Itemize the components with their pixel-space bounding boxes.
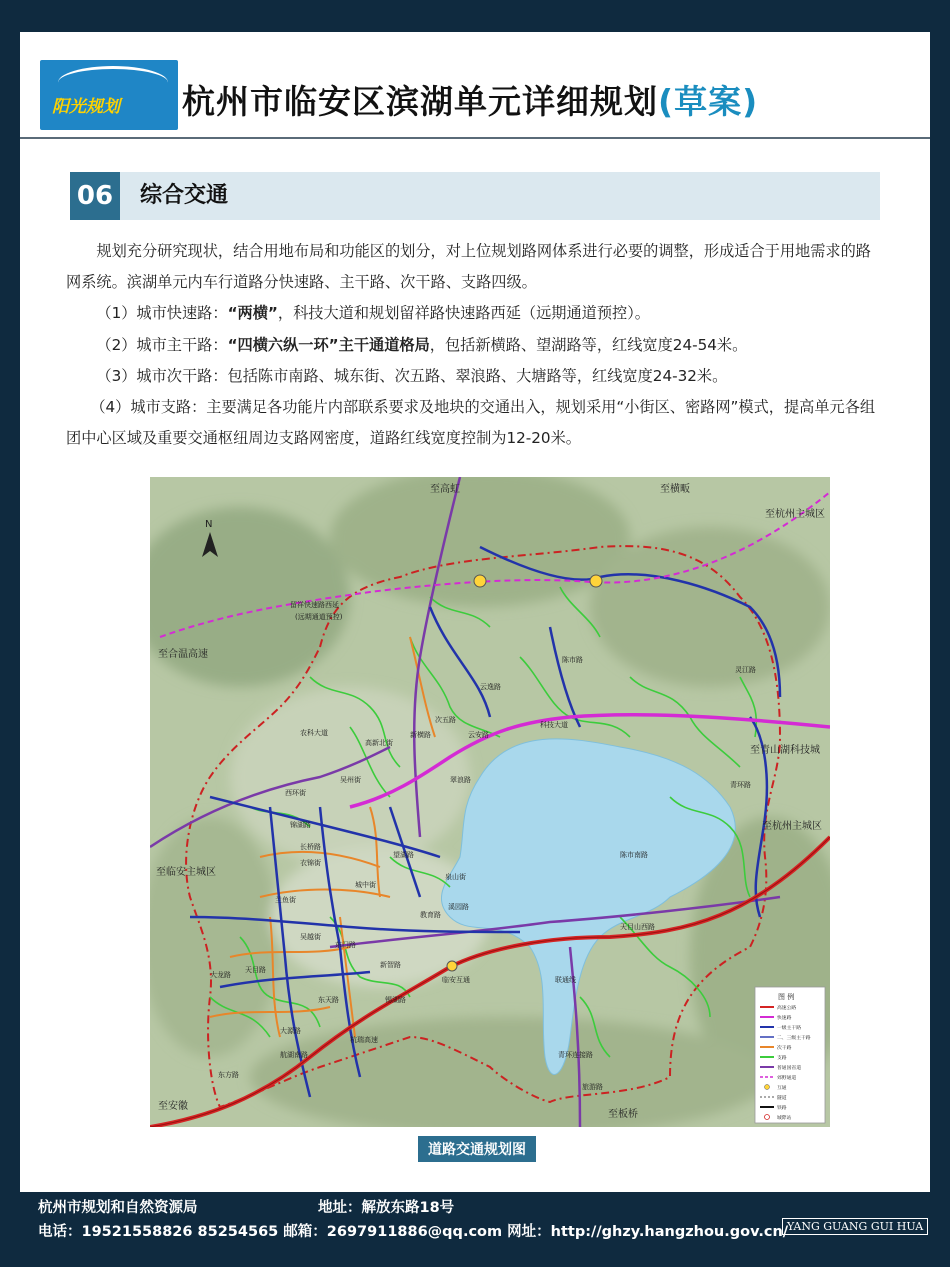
label-qinghuan: 青环路 <box>730 781 751 789</box>
header-divider <box>20 137 930 139</box>
label-chengzhong: 城中街 <box>355 881 376 889</box>
footer-agency: 杭州市规划和自然资源局 <box>38 1200 198 1216</box>
label-xihuan: 西环街 <box>285 789 306 797</box>
label-lingjiang: 灵江路 <box>735 666 756 674</box>
label-lvyou: 旅游路 <box>582 1083 603 1091</box>
page-panel <box>20 32 930 1192</box>
compass-label: N <box>205 519 213 530</box>
label-liuxiang-note: (远期通道预控) <box>295 613 343 621</box>
item-secondary-road: （3）城市次干路：包括陈市南路、城东街、次五路、翠浪路、大塘路等，红线宽度24-32米。 <box>96 366 728 385</box>
legend-item-suburban: 郊野通道 <box>777 1076 797 1081</box>
sunshine-planning-logo <box>40 60 178 130</box>
legend-item-main23: 二、三级主干路 <box>777 1036 811 1041</box>
legend-item-interchange: 互通 <box>777 1086 787 1091</box>
section-title: 综合交通 <box>140 183 229 208</box>
label-xihu: 锡湖路 <box>385 996 406 1004</box>
logo-text: 阳光规划 <box>52 97 120 117</box>
label-dalong: 大龙路 <box>210 971 231 979</box>
map-caption: 道路交通规划图 <box>418 1136 536 1162</box>
legend-item-railway: 铁路 <box>777 1106 787 1111</box>
label-ciwu: 次五路 <box>435 716 456 724</box>
label-chenshi: 陈市路 <box>562 656 583 664</box>
intro-paragraph: 规划充分研究现状，结合用地布局和功能区的划分，对上位规划路网体系进行必要的调整，形成适合于用地需求的路网系统。滨湖单元内车行道路分快速路、主干路、次干路、支路四级。 <box>66 242 871 292</box>
item2-bold: “四横六纵一环”主干通道格局 <box>227 335 430 354</box>
legend-item-tunnel: 隧道 <box>777 1096 787 1101</box>
linan-interchange-icon <box>447 961 457 971</box>
label-yunan: 云安路 <box>468 731 489 739</box>
section-heading <box>70 172 880 220</box>
footer-brand: YANG GUANG GUI HUA <box>782 1218 928 1235</box>
label-xinheng: 新横路 <box>410 731 431 739</box>
label-xinzhi: 新智路 <box>380 961 401 969</box>
tunnel-icon-2 <box>590 575 602 587</box>
page-header <box>20 44 930 130</box>
label-wanghu: 望湖路 <box>393 851 414 859</box>
title-draft: (草案) <box>658 82 759 121</box>
dest-banqiao: 至板桥 <box>608 1109 638 1120</box>
map-legend <box>755 987 825 1123</box>
label-liantong: 联通线 <box>555 976 576 984</box>
item-branch-road: （4）城市支路：主要满足各功能片内部联系要求及地块的交通出入，规划采用“小街区、密路网”模式，提高单元各组团中心区域及重要交通枢纽周边支路网密度，道路红线宽度控制为12-20米。 <box>66 398 876 448</box>
section-number: 06 <box>70 172 120 220</box>
label-chuanglan: 航湖南路 <box>280 1051 308 1059</box>
legend-title: 图 例 <box>778 993 795 1001</box>
item1-bold: “两横” <box>227 304 278 323</box>
dest-hewen: 至合温高速 <box>158 649 208 660</box>
dest-hengfan: 至横畈 <box>660 484 690 495</box>
label-dayuan: 大源路 <box>280 1027 301 1035</box>
title-main: 杭州市临安区滨湖单元详细规划 <box>182 82 658 121</box>
item-main-road <box>66 330 886 361</box>
legend-item-main1: 一级主干路 <box>777 1026 801 1031</box>
item2-prefix: （2）城市主干路： <box>96 335 228 354</box>
dest-hangzhou-city-1: 至杭州主城区 <box>765 509 825 520</box>
dest-qingshanhu: 至青山湖科技城 <box>750 745 820 756</box>
label-dongtian: 东天路 <box>318 996 339 1004</box>
label-jinhu: 锦湖路 <box>290 821 311 829</box>
label-dongmen: 东门路 <box>335 941 356 949</box>
legend-item-expressway: 快速路 <box>777 1016 792 1021</box>
dest-linan-city: 至临安主城区 <box>156 867 216 878</box>
label-chenshi-south: 陈市南路 <box>620 851 648 859</box>
label-dongfang: 东方路 <box>218 1071 239 1079</box>
label-liuxiang: 留祥快速路西延 <box>290 601 339 609</box>
label-keji: 科技大道 <box>540 721 568 729</box>
legend-item-branch: 支路 <box>777 1056 787 1061</box>
footer-address: 地址：解放东路18号 <box>318 1200 455 1216</box>
label-nongke: 农科大道 <box>300 729 328 737</box>
label-xiyuan: 溪园路 <box>448 903 469 911</box>
label-tianmu: 天目路 <box>245 966 266 974</box>
label-wuyue: 吴越街 <box>300 933 321 941</box>
tunnel-icon-1 <box>474 575 486 587</box>
label-jiaoyu: 教育路 <box>420 911 441 919</box>
legend-item-provincial: 普通国省道 <box>777 1066 801 1071</box>
body-text <box>66 236 886 454</box>
label-gaoxin-north: 高新北街 <box>365 739 393 747</box>
label-hangrui: 杭瑞高速 <box>350 1036 378 1044</box>
dest-hangzhou-city-2: 至杭州主城区 <box>762 821 822 832</box>
label-yijin: 衣锦街 <box>300 859 321 867</box>
label-tianmushan-w: 天目山西路 <box>620 923 655 931</box>
legend-item-highway: 高速公路 <box>777 1006 797 1011</box>
label-quanshan: 泉山街 <box>445 873 466 881</box>
item-expressway <box>66 298 886 329</box>
label-wuzhou: 吴州街 <box>340 776 361 784</box>
label-changqiao: 长桥路 <box>300 843 321 851</box>
road-traffic-map <box>150 477 830 1127</box>
dest-anhui: 至安徽 <box>158 1101 188 1112</box>
label-yunyi: 云逸路 <box>480 683 501 691</box>
label-linan-hub: 临安互通 <box>442 976 470 984</box>
item1-rest: ，科技大道和规划留祥路快速路西延（远期通道预控）。 <box>277 304 650 323</box>
dest-gaohong: 至高虹 <box>430 484 460 495</box>
label-lanyu: 兰鱼街 <box>275 896 296 904</box>
legend-item-secondary: 次干路 <box>777 1046 792 1051</box>
footer-contact: 电话：19521558826 85254565 邮箱：2697911886@qq.com 网址：http://ghzy.hangzhou.gov.cn/ <box>38 1224 789 1240</box>
label-qinghuan-link: 青环连接路 <box>558 1051 593 1059</box>
page-title <box>182 76 758 123</box>
item2-rest: ，包括新横路、望湖路等，红线宽度24-54米。 <box>429 335 748 354</box>
label-cuilang: 翠浪路 <box>450 776 471 784</box>
item1-prefix: （1）城市快速路： <box>96 304 228 323</box>
legend-item-station: 城際站 <box>777 1116 792 1121</box>
